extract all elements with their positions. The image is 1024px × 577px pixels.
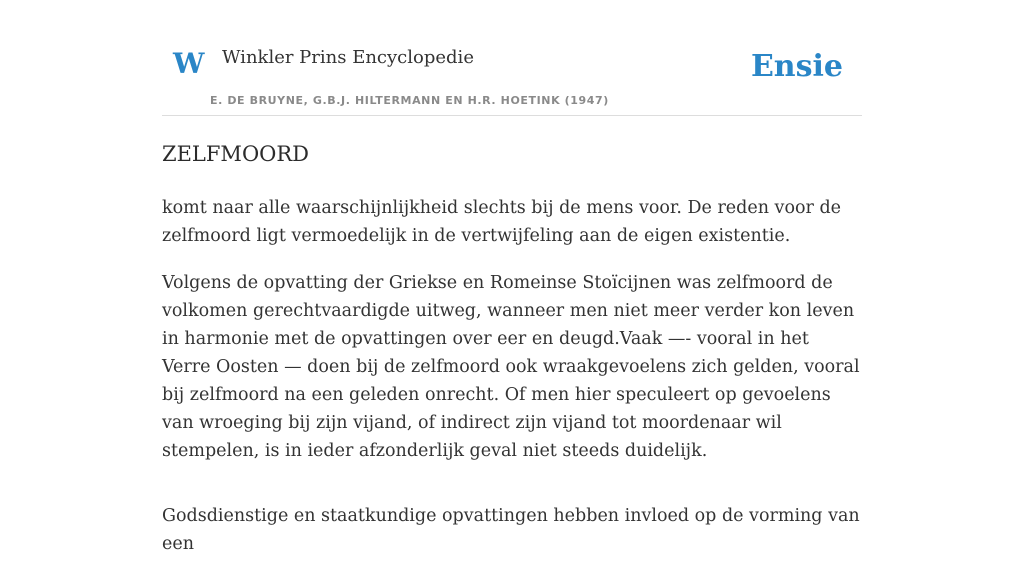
ensie-logo[interactable]: Ensie (750, 49, 843, 84)
article-headword: ZELFMOORD (162, 142, 310, 166)
article-paragraph: Godsdienstige en staatkundige opvattingen hebben invloed op de vorming van een (162, 506, 860, 554)
site-header (162, 40, 862, 116)
article-paragraph: komt naar alle waarschijnlijkheid slechts bij de mens voor. De reden voor de zelfmoord ligt vermoedelijk in de vertwijfeling aan de eigen existentie. (162, 198, 842, 246)
publication-authors: E. DE BRUYNE, G.B.J. HILTERMANN EN H.R. HOETINK (1947) (210, 94, 609, 107)
article (162, 138, 862, 577)
winkler-prins-logo[interactable]: W (173, 47, 205, 80)
article-paragraph: Volgens de opvatting der Griekse en Romeinse Stoïcijnen was zelfmoord de volkomen gerechtvaardigde uitweg, wanneer men niet meer verder kon leven in harmonie met de opvattingen over eer en deugd.Vaak —- vooral in het Verre Oosten — doen bij de zelfmoord ook wraakgevoelens zich gelden, vooral bij zelfmoord na een geleden onrecht. Of men hier speculeert op gevoelens van wroeging bij zijn vijand, of indirect zijn vijand tot moordenaar wil stempelen, is in ieder afzonderlijk geval niet steeds duidelijk. (162, 273, 860, 461)
publication-title[interactable]: Winkler Prins Encyclopedie (222, 47, 474, 68)
